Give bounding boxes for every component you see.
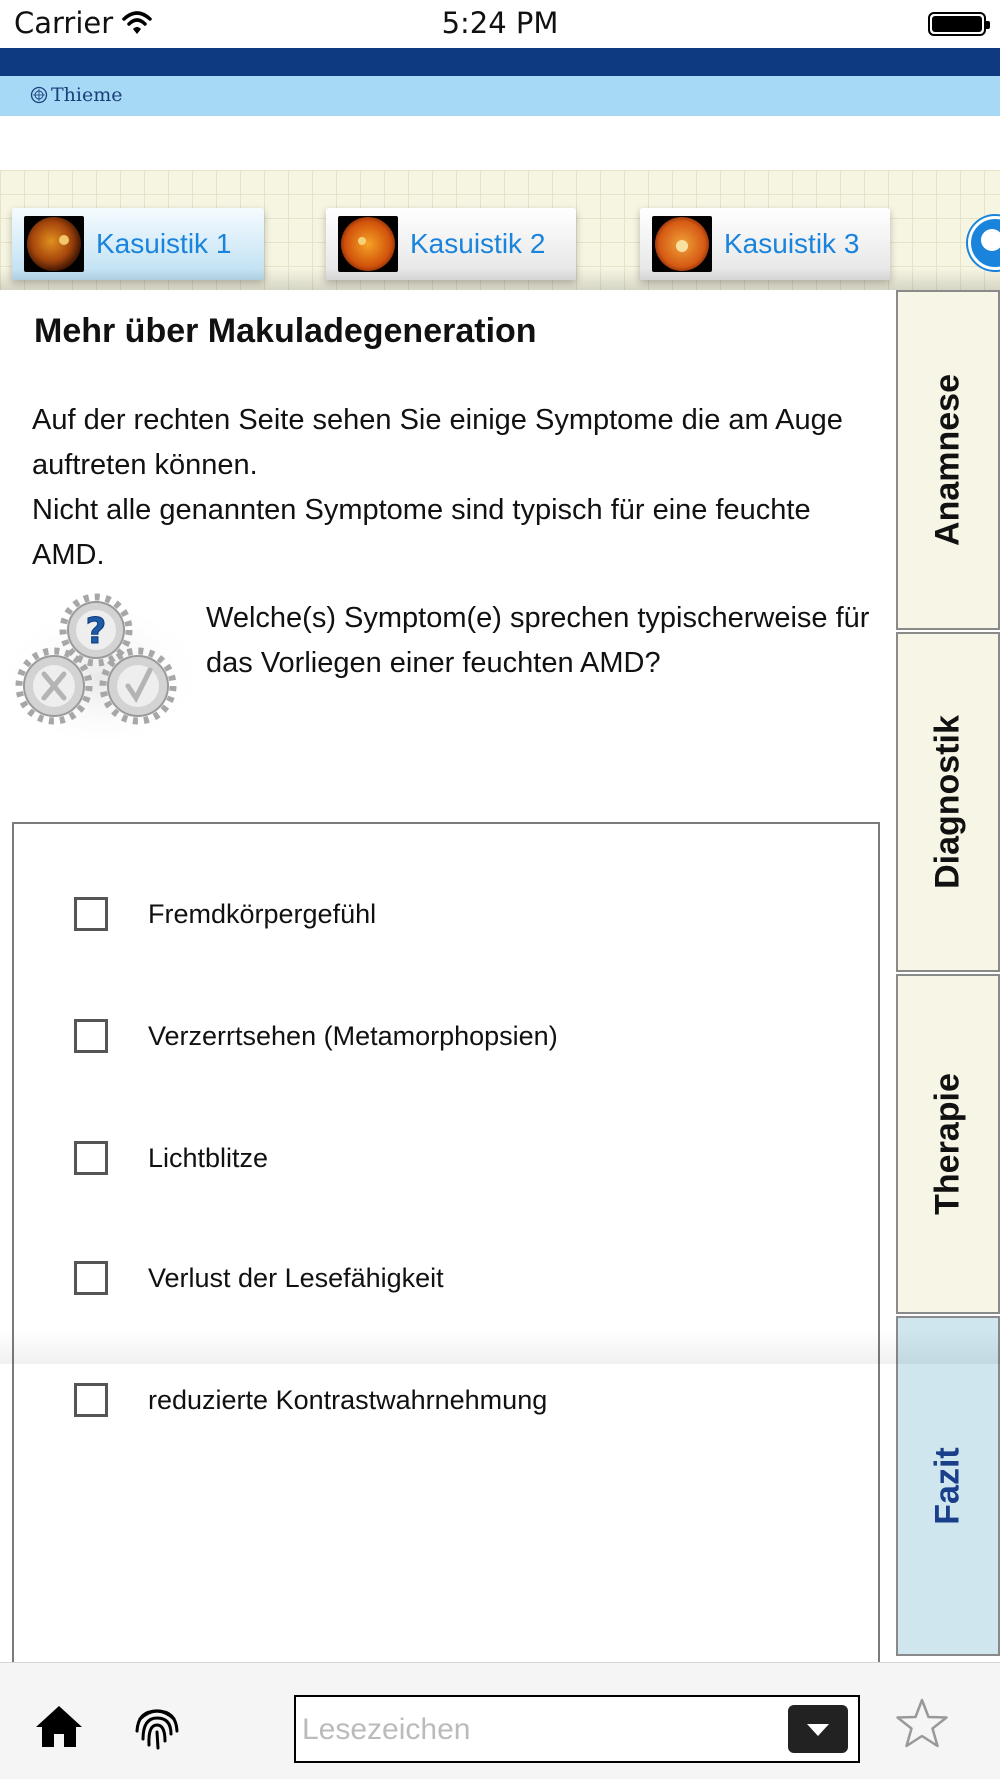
clock: 5:24 PM <box>441 6 559 40</box>
status-bar <box>0 0 1000 48</box>
case-tab-strip <box>0 170 1000 290</box>
answer-checkbox[interactable] <box>74 1383 108 1417</box>
thieme-seal-icon <box>30 86 48 104</box>
answer-label: Verlust der Lesefähigkeit <box>148 1262 444 1293</box>
brand-logo <box>30 84 123 106</box>
tab-label: Fazit <box>928 1447 967 1525</box>
svg-text:?: ? <box>85 611 107 652</box>
tab-label: Anamnese <box>928 374 967 546</box>
answer-option[interactable] <box>74 894 376 934</box>
brand-name: Thieme <box>51 84 123 106</box>
tab-diagnostik[interactable] <box>896 632 1000 972</box>
tab-label: Diagnostik <box>928 715 967 889</box>
answer-option[interactable] <box>74 1258 444 1298</box>
answer-checkbox[interactable] <box>74 1261 108 1295</box>
fundus-thumbnail-icon <box>338 216 398 272</box>
case-tab-2[interactable] <box>326 208 576 280</box>
dropdown-icon[interactable] <box>788 1705 848 1753</box>
brand-bar <box>0 76 1000 116</box>
answer-option[interactable] <box>74 1016 558 1056</box>
case-tab-label: Kasuistik 2 <box>410 228 546 259</box>
fingerprint-icon[interactable] <box>132 1701 182 1751</box>
page-title: Mehr über Makuladegeneration <box>34 312 537 350</box>
bookmark-select[interactable] <box>294 1695 860 1763</box>
section-tabs <box>896 290 1000 1660</box>
intro-text <box>32 398 872 578</box>
question-text: Welche(s) Symptom(e) sprechen typischerweise für das Vorliegen einer feuchten AMD? <box>206 602 870 679</box>
answer-label: reduzierte Kontrastwahrnehmung <box>148 1384 548 1415</box>
tab-fazit[interactable] <box>896 1316 1000 1656</box>
answer-checkbox[interactable] <box>74 897 108 931</box>
intro-line: Auf der rechten Seite sehen Sie einige Symptome die am Auge auftreten können. <box>32 404 843 481</box>
answer-box <box>12 822 880 1682</box>
answer-checkbox[interactable] <box>74 1019 108 1053</box>
answer-label: Fremdkörpergefühl <box>148 898 377 929</box>
answer-option[interactable] <box>74 1380 547 1420</box>
cme-badge-icon[interactable] <box>968 216 1000 270</box>
case-tab-label: Kasuistik 3 <box>724 228 860 259</box>
fundus-thumbnail-icon <box>652 216 712 272</box>
answer-checkbox[interactable] <box>74 1141 108 1175</box>
intro-line: Nicht alle genannten Symptome sind typisch für eine feuchte AMD. <box>32 494 811 571</box>
scroll-fade <box>0 1330 1000 1364</box>
carrier-label: Carrier <box>14 6 114 40</box>
fundus-thumbnail-icon <box>24 216 84 272</box>
quiz-gears-icon <box>6 590 196 740</box>
case-tab-3[interactable] <box>640 208 890 280</box>
answer-label: Verzerrtsehen (Metamorphopsien) <box>148 1020 558 1051</box>
content-panel <box>0 290 888 1660</box>
header-spacer <box>0 116 1000 170</box>
bookmark-placeholder: Lesezeichen <box>302 1713 471 1746</box>
bottom-toolbar <box>0 1662 1000 1779</box>
tab-therapie[interactable] <box>896 974 1000 1314</box>
tab-anamnese[interactable] <box>896 290 1000 630</box>
header-band <box>0 48 1000 76</box>
tab-label: Therapie <box>928 1073 967 1215</box>
case-tab-1[interactable] <box>12 208 264 280</box>
answer-option[interactable] <box>74 1138 268 1178</box>
answer-label: Lichtblitze <box>148 1142 269 1173</box>
star-icon[interactable] <box>894 1697 950 1751</box>
case-tab-label: Kasuistik 1 <box>96 228 232 259</box>
home-icon[interactable] <box>34 1703 84 1749</box>
battery-icon <box>928 12 986 36</box>
